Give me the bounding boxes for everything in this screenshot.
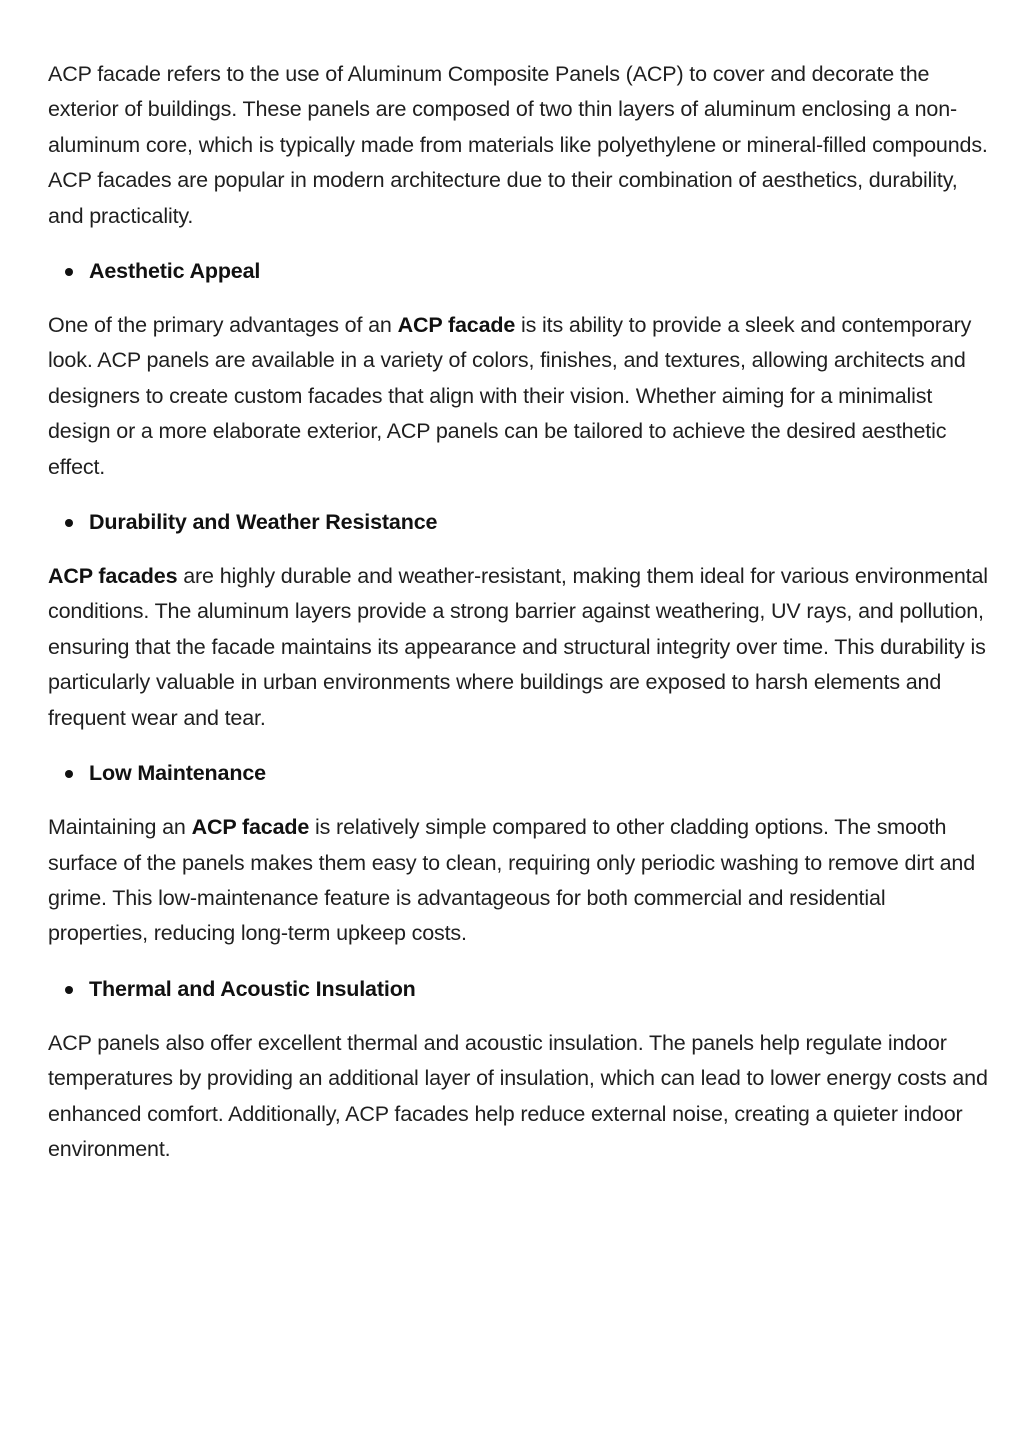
bullet-icon [65, 986, 73, 994]
section-heading-item [48, 505, 988, 540]
paragraph-text: ACP panels also offer excellent thermal and acoustic insulation. The panels help regulate indoor temperatures by providing an additional layer of insulation, which can lead to lower energy costs and enhanced comfort. Additionally, ACP facades help reduce external noise, creating a quieter indoor environment. [48, 1030, 988, 1161]
section-heading-text: Durability and Weather Resistance [89, 510, 438, 535]
section-heading-item [48, 254, 988, 289]
paragraph-text: Maintaining an [48, 815, 192, 840]
section-heading-text: Thermal and Acoustic Insulation [89, 976, 416, 1001]
section-heading-text: Aesthetic Appeal [89, 259, 261, 284]
bullet-icon [65, 268, 73, 276]
paragraph-text: is relatively simple compared to other cladding options. The smooth surface of the panels makes them easy to clean, requiring only periodic washing to remove dirt and grime. This low-maintenance feature is advantageous for both commercial and residential properties, reducing long-term upkeep costs. [48, 815, 976, 946]
keyword-bold: ACP facade [191, 815, 310, 840]
section-paragraph-aesthetic-appeal [48, 308, 988, 485]
paragraph-text: is its ability to provide a sleek and contemporary look. ACP panels are available in a variety of colors, finishes, and textures, allowing architects and designers to create custom facades that align with their vision. Whether aiming for a minimalist design or a more elaborate exterior, ACP panels can be tailored to achieve the desired aesthetic effect. [48, 313, 972, 479]
section-heading-durability [48, 505, 988, 540]
section-paragraph-insulation [48, 1026, 988, 1168]
section-heading-low-maintenance [48, 756, 988, 791]
section-paragraph-durability [48, 559, 988, 736]
section-heading-item [48, 756, 988, 791]
section-paragraph-low-maintenance [48, 810, 988, 952]
paragraph-text: One of the primary advantages of an [48, 313, 398, 338]
keyword-bold: ACP facades [48, 564, 178, 589]
keyword-bold: ACP facade [397, 313, 516, 338]
intro-paragraph: ACP facade refers to the use of Aluminum Composite Panels (ACP) to cover and decorate the exterior of buildings. These panels are composed of two thin layers of aluminum enclosing a non-aluminum core, which is typically made from materials like polyethylene or mineral-filled compounds. ACP facades are popular in modern architecture due to their combination of aesthetics, durability, and practicality. [48, 62, 988, 228]
section-heading-aesthetic-appeal [48, 254, 988, 289]
section-heading-insulation [48, 972, 988, 1007]
section-heading-text: Low Maintenance [89, 761, 266, 786]
bullet-icon [65, 519, 73, 527]
paragraph-text: are highly durable and weather-resistant, making them ideal for various environmental conditions. The aluminum layers provide a strong barrier against weathering, UV rays, and pollution, ensuring that the facade maintains its appearance and structural integrity over time. This durability is particularly valuable in urban environments where buildings are exposed to harsh elements and frequent wear and tear. [48, 564, 988, 730]
article-body [48, 57, 988, 1187]
section-heading-item [48, 972, 988, 1007]
bullet-icon [65, 770, 73, 778]
